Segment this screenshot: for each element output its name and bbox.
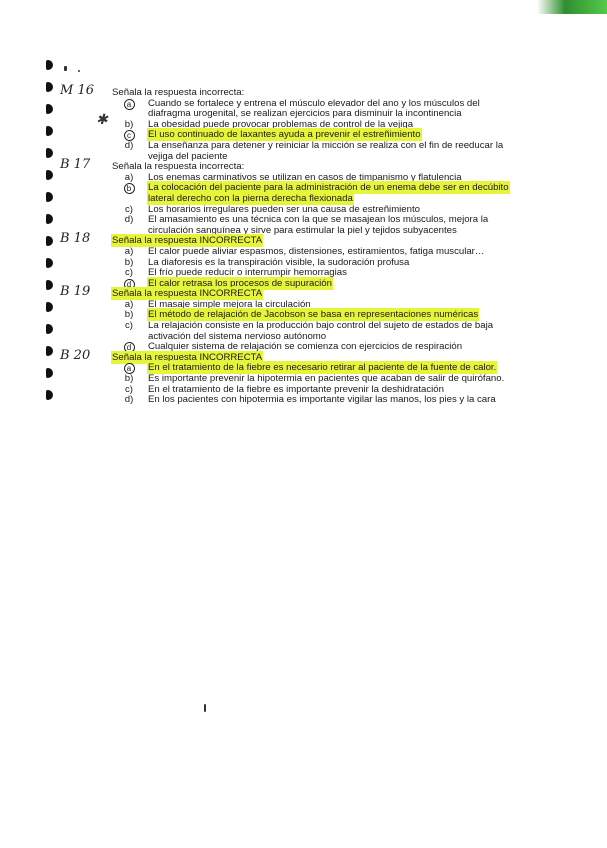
corner-highlighter-mark — [537, 0, 607, 14]
pen-dot — [78, 70, 80, 72]
punch-hole — [46, 280, 53, 290]
option-list — [80, 363, 520, 405]
option-text-line: El frío puede reducir o interrumpir hemorragias — [148, 267, 347, 279]
question-title-text: Señala la respuesta INCORRECTA — [112, 351, 263, 363]
option-letter: a) — [124, 298, 134, 310]
punch-hole — [46, 214, 53, 224]
handwritten-question-number: B 17 — [60, 157, 91, 173]
handwritten-question-number: B 20 — [60, 347, 91, 363]
option-text-line: El calor retrasa los procesos de supuración — [148, 277, 332, 289]
option-letter: b) — [124, 118, 134, 130]
option-text-line: El masaje simple mejora la circulación — [148, 298, 311, 310]
option-list — [80, 300, 520, 353]
option-text-line: activación del sistema nervioso autónomo — [148, 330, 327, 342]
circled-answer-mark: d — [124, 279, 135, 290]
option-text-line: El amasamiento es una técnica con la que se masajean los músculos, mejora la — [148, 214, 489, 226]
punch-hole — [46, 390, 53, 400]
question-list — [60, 83, 520, 406]
punch-hole — [46, 236, 53, 246]
punch-hole — [46, 258, 53, 268]
circled-answer-mark: a — [124, 363, 135, 374]
option-text-line: El método de relajación de Jacobson se basa en representaciones numéricas — [148, 309, 479, 321]
option-text-line: El uso continuado de laxantes ayuda a prevenir el estreñimiento — [148, 129, 421, 141]
punch-hole — [46, 192, 53, 202]
option-text-line: La colocación del paciente para la administración de un enema debe ser en decúbito — [148, 182, 509, 194]
option-text-line: vejiga del paciente — [148, 150, 228, 162]
option-letter: b) — [124, 309, 134, 321]
option-text-line: circulación sanguínea y sirve para estimular la piel y tejidos subyacentes — [148, 224, 457, 236]
punch-hole — [46, 302, 53, 312]
punch-hole — [46, 126, 53, 136]
punch-hole — [46, 104, 53, 114]
option-letter: c) — [125, 383, 133, 395]
option-letter: b) — [124, 256, 134, 268]
circled-answer-mark: c — [124, 130, 135, 141]
punch-hole — [46, 170, 53, 180]
option-text-line: La relajación consiste en la producción bajo control del sujeto de estados de baja — [148, 320, 494, 332]
punch-hole — [46, 324, 53, 334]
option-letter: c) — [125, 320, 133, 332]
option-letter: c) — [125, 267, 133, 279]
option-list — [80, 173, 520, 237]
question-block — [60, 231, 520, 289]
question-block — [60, 157, 520, 236]
pen-dot — [64, 66, 67, 71]
circled-answer-mark: b — [124, 183, 135, 194]
circled-answer-mark: a — [124, 99, 135, 110]
option-item — [80, 321, 520, 342]
punch-hole — [46, 148, 53, 158]
option-text-line: diafragma urogenital, se realizan ejercicios para disminuir la incontinencia — [148, 108, 462, 120]
handwritten-asterisk-mark: ✱ — [96, 112, 108, 128]
option-text-line: En el tratamiento de la fiebre es necesario retirar al paciente de la fuente de calor. — [148, 362, 497, 374]
option-item — [80, 141, 520, 162]
option-text-line: lateral derecho con la pierna derecha flexionada — [148, 192, 353, 204]
option-letter: c) — [125, 203, 133, 215]
option-text-line: Cuando se fortalece y entrena el músculo elevador del ano y los músculos del — [148, 97, 480, 109]
option-letter: b) — [124, 373, 134, 385]
binder-punch-holes — [46, 60, 58, 400]
punch-hole — [46, 60, 53, 70]
punch-hole — [46, 368, 53, 378]
option-item — [80, 215, 520, 236]
handwritten-question-number: B 19 — [60, 284, 91, 300]
option-item — [80, 99, 520, 120]
option-text-line: En los pacientes con hipotermia es importante vigilar las manos, los pies y la cara — [148, 394, 496, 406]
option-text-line: En el tratamiento de la fiebre es importante prevenir la deshidratación — [148, 383, 444, 395]
option-text-line: La diaforesis es la transpiración visible, la sudoración profusa — [148, 256, 410, 268]
pen-dot — [204, 704, 206, 712]
option-list — [80, 99, 520, 163]
option-letter — [122, 183, 136, 195]
option-text-line: Es importante prevenir la hipotermia en pacientes que acaban de salir de quirófano. — [148, 373, 505, 385]
option-text-line: El calor puede aliviar espasmos, distensiones, estiramientos, fatiga muscular… — [148, 245, 485, 257]
question-title-text: Señala la respuesta INCORRECTA — [112, 235, 263, 247]
option-text-line: Cualquier sistema de relajación se comienza con ejercicios de respiración — [148, 341, 463, 353]
handwritten-question-number: M 16 — [60, 83, 94, 98]
question-title-text: Señala la respuesta incorrecta: — [112, 161, 245, 173]
option-text-line: Los horarios irregulares pueden ser una causa de estreñimiento — [148, 203, 420, 215]
option-list — [80, 247, 520, 289]
question-block — [60, 83, 520, 162]
option-item — [80, 395, 520, 406]
option-item — [80, 183, 520, 204]
option-letter: a) — [124, 245, 134, 257]
option-letter: d) — [124, 214, 134, 226]
option-letter: a) — [124, 171, 134, 183]
option-text-line: La enseñanza para detener y reiniciar la micción se realiza con el fin de reeducar la — [148, 139, 504, 151]
option-letter — [122, 99, 136, 111]
question-title-text: Señala la respuesta incorrecta: — [112, 87, 245, 98]
option-text-line: Los enemas carminativos se utilizan en casos de timpanismo y flatulencia — [148, 171, 462, 183]
punch-hole — [46, 82, 53, 92]
circled-answer-mark: d — [124, 342, 135, 353]
punch-hole — [46, 346, 53, 356]
option-text-line: La obesidad puede provocar problemas de control de la vejiga — [148, 118, 414, 130]
question-block — [60, 284, 520, 353]
handwritten-question-number: B 18 — [60, 231, 91, 247]
option-letter: d) — [124, 139, 134, 151]
option-letter: d) — [124, 394, 134, 406]
question-title-text: Señala la respuesta INCORRECTA — [112, 288, 263, 300]
